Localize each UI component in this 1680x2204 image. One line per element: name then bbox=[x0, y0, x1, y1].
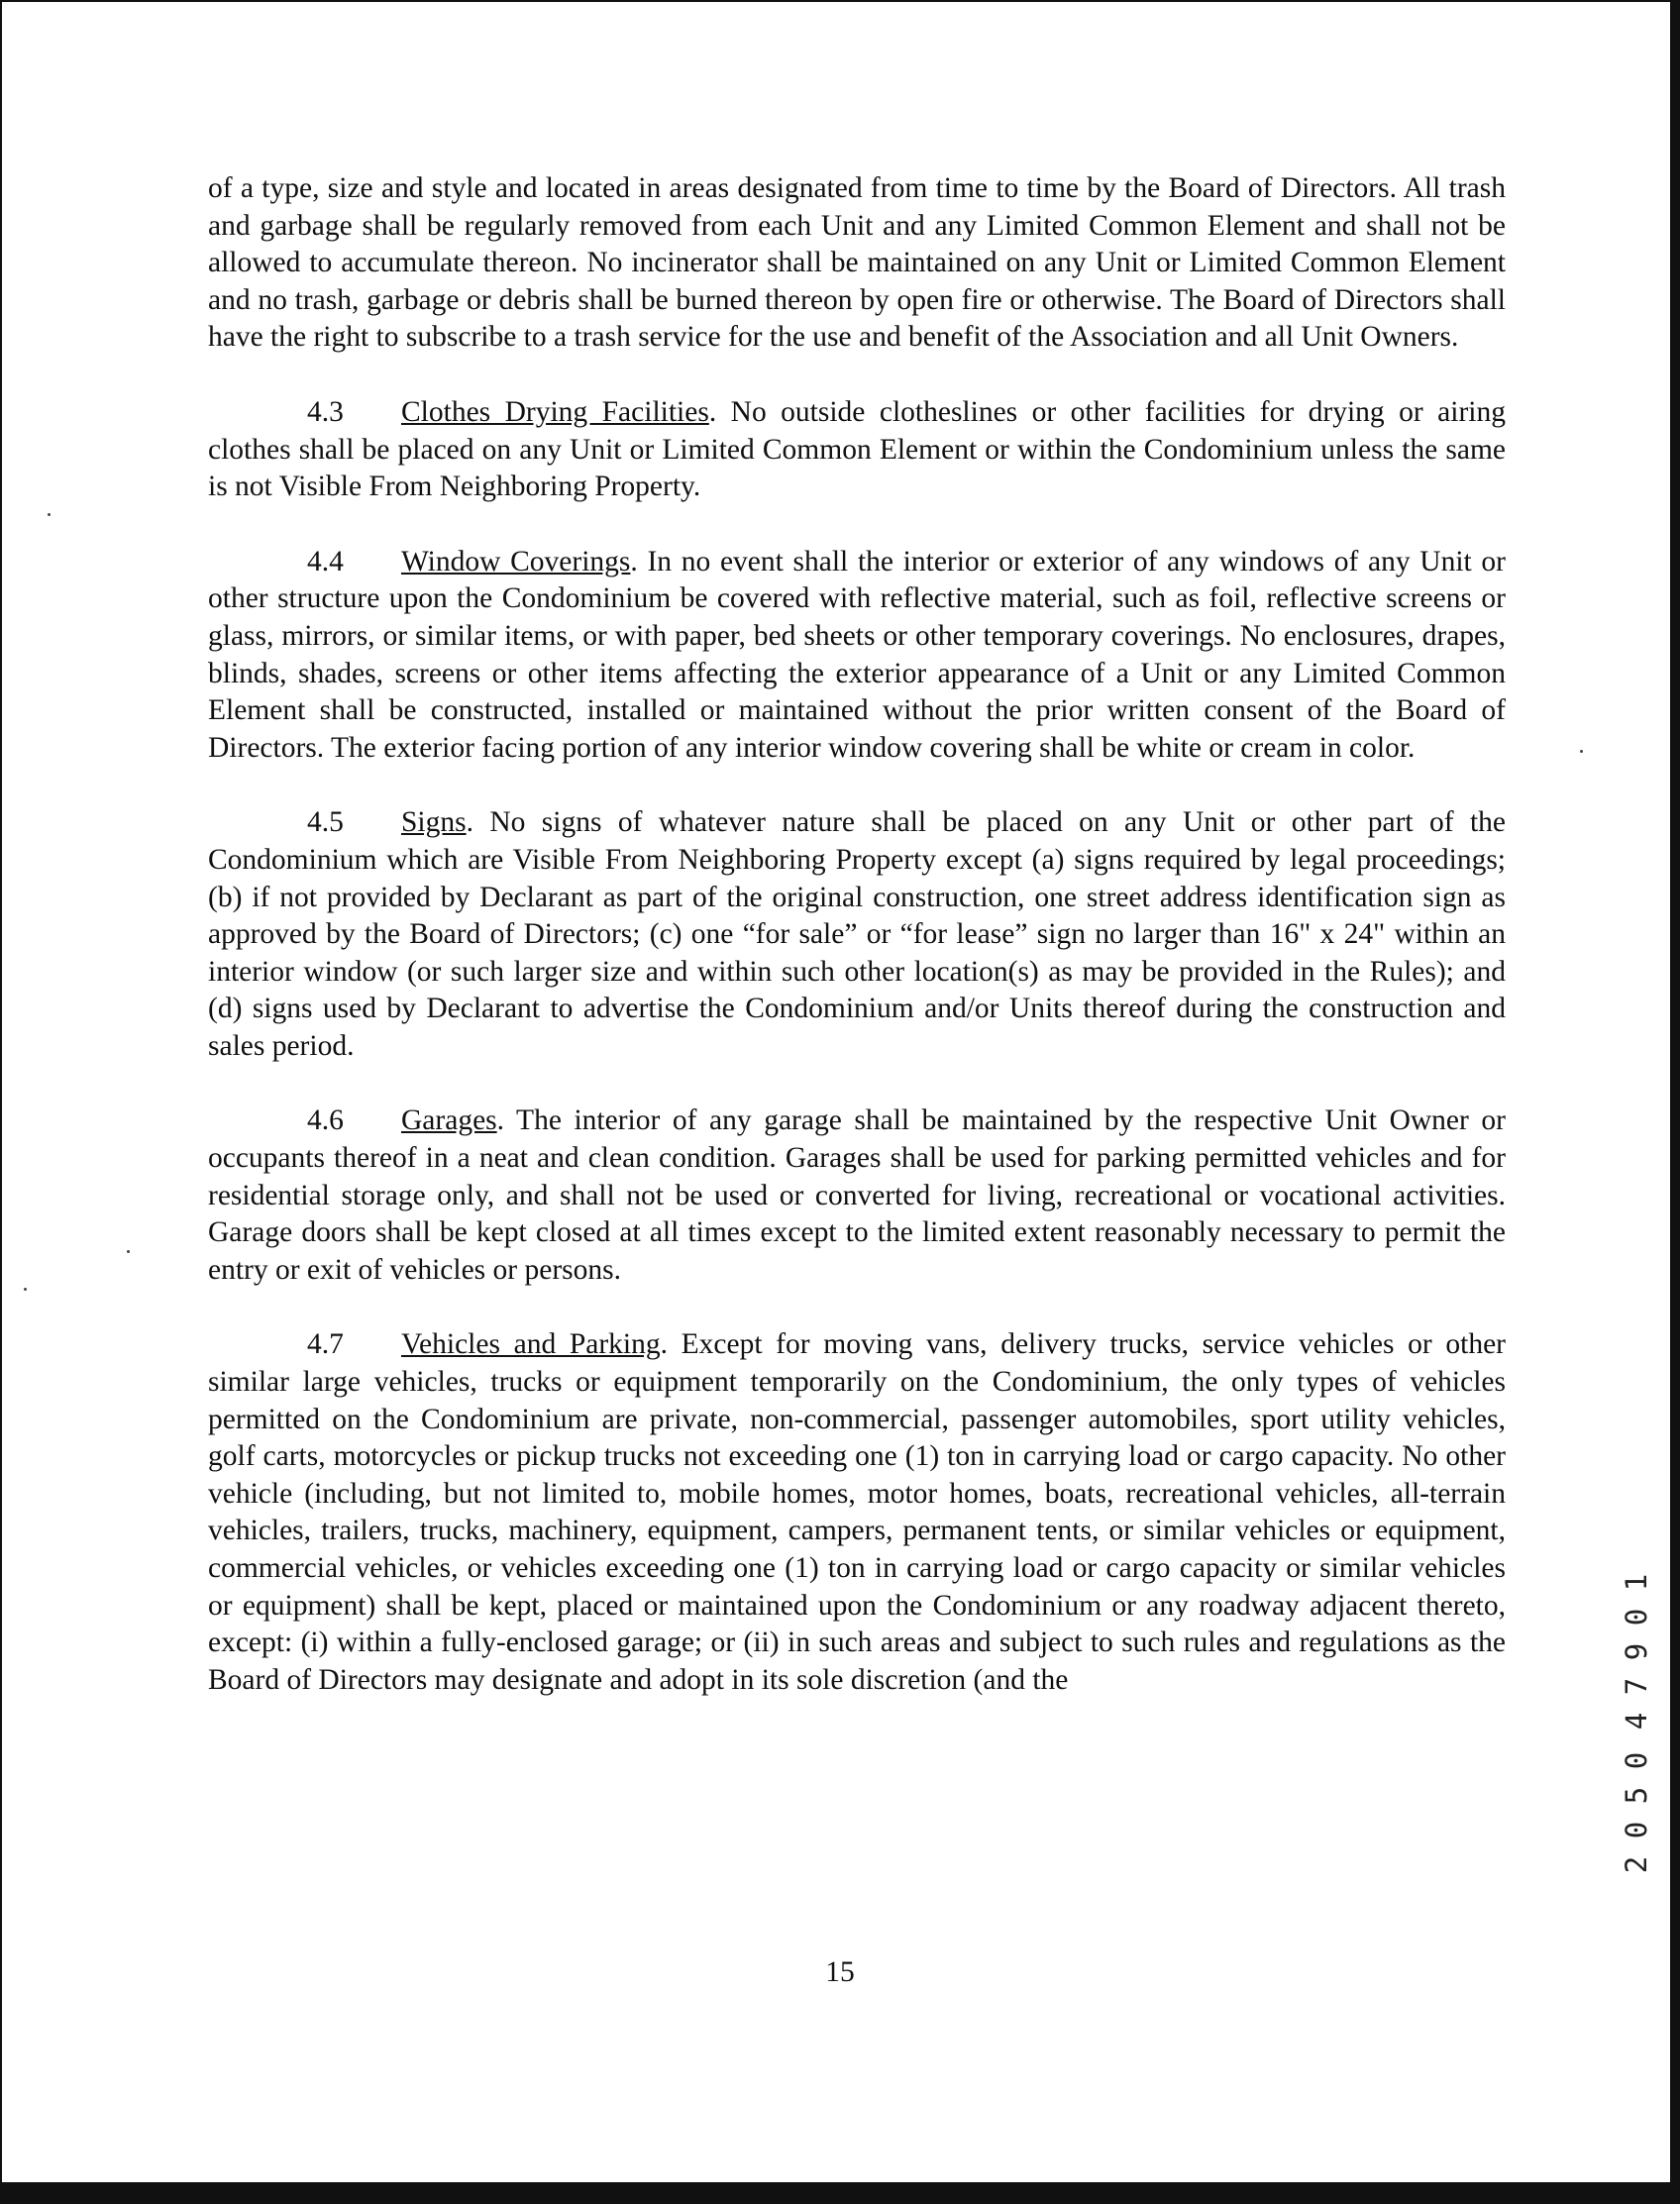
section-number: 4.4 bbox=[307, 545, 344, 577]
section-number: 4.6 bbox=[307, 1104, 344, 1137]
recording-stamp bbox=[1620, 1565, 1655, 1882]
section-4-7 bbox=[208, 1326, 1506, 1699]
section-title: Garages bbox=[401, 1104, 497, 1137]
scan-speck bbox=[1580, 750, 1583, 753]
section-4-3 bbox=[208, 394, 1506, 506]
section-number: 4.7 bbox=[307, 1328, 344, 1361]
section-text: . Except for moving vans, delivery trucks, service vehicles or other similar large vehicles, trucks or equipment temporarily on the Condominium, the only types of vehicles permitted on the Condominium are private, non-commercial, passenger automobiles, sport utility vehicles, golf carts, motorcycles or pickup trucks not exceeding one (1) ton in carrying load or cargo capacity. No other vehicle (including, but not limited to, mobile homes, motor homes, boats, recreational vehicles, all-terrain vehicles, trailers, trucks, machinery, equipment, campers, permanent tents, or similar vehicles or equipment, commercial vehicles, or vehicles exceeding one (1) ton in carrying load or cargo capacity or similar vehicles or equipment) shall be kept, placed or maintained upon the Condominium or any roadway adjacent thereto, except: (i) within a fully-enclosed garage; or (ii) in such areas and subject to such rules and regulations as the Board of Directors may designate and adopt in its sole discretion (and the bbox=[208, 1328, 1506, 1696]
section-number: 4.3 bbox=[307, 395, 344, 428]
stamp-char: 5 bbox=[1620, 1786, 1654, 1805]
stamp-char: 4 bbox=[1620, 1712, 1654, 1731]
document-body bbox=[208, 170, 1506, 1736]
section-number: 4.5 bbox=[307, 806, 344, 839]
section-4-5 bbox=[208, 804, 1506, 1065]
section-title: Signs bbox=[401, 806, 467, 839]
section-text: . The interior of any garage shall be maintained by the respective Unit Owner or occupants thereof in a neat and clean condition. Garages shall be used for parking permitted vehicles and for residential storage only, and shall not be used or converted for living, recreational or vocational activities. Garage doors shall be kept closed at all times except to the limited extent reasonably necessary to permit the entry or exit of vehicles or persons. bbox=[208, 1104, 1506, 1286]
section-text: . No signs of whatever nature shall be placed on any Unit or other part of the Condominium which are Visible From Neighboring Property except (a) signs required by legal proceedings; (b) if not provided by Declarant as part of the original construction, one street address identification sign as approved by the Board of Directors; (c) one “for sale” or “for lease” sign no larger than 16" x 24" within an interior window (or such larger size and within such other location(s) as may be provided in the Rules); and (d) signs used by Declarant to advertise the Condominium and/or Units thereof during the construction and sales period. bbox=[208, 806, 1506, 1062]
section-title: Clothes Drying Facilities bbox=[401, 395, 709, 428]
paragraph-continuation: of a type, size and style and located in areas designated from time to time by the Board of Directors. All trash and garbage shall be regularly removed from each Unit and any Limited Common Element and shall not be allowed to accumulate thereon. No incinerator shall be maintained on any Unit or Limited Common Element and no trash, garbage or debris shall be burned thereon by open fire or otherwise. The Board of Directors shall have the right to subscribe to a trash service for the use and benefit of the Association and all Unit Owners. bbox=[208, 172, 1506, 354]
page-number: 15 bbox=[825, 1956, 855, 1988]
stamp-char: 0 bbox=[1620, 1608, 1654, 1627]
scan-speck bbox=[24, 1288, 27, 1291]
section-title: Vehicles and Parking bbox=[401, 1328, 661, 1361]
stamp-char: 2 bbox=[1620, 1855, 1654, 1874]
section-4-4 bbox=[208, 544, 1506, 768]
stamp-char: 0 bbox=[1620, 1821, 1654, 1839]
stamp-char: 7 bbox=[1620, 1677, 1654, 1696]
section-text: . No outside clotheslines or other facilities for drying or airing clothes shall be placed on any Unit or Limited Common Element or within the Condominium unless the same is not Visible From Neighboring Property. bbox=[208, 395, 1506, 503]
scan-speck bbox=[48, 513, 51, 516]
stamp-char: 9 bbox=[1620, 1642, 1654, 1661]
scan-speck bbox=[127, 1250, 130, 1253]
stamp-char: 0 bbox=[1620, 1751, 1654, 1770]
section-text: . In no event shall the interior or exterior of any windows of any Unit or other structure upon the Condominium be covered with reflective material, such as foil, reflective screens or glass, mirrors, or similar items, or with paper, bed sheets or other temporary coverings. No enclosures, drapes, blinds, shades, screens or other items affecting the exterior appearance of a Unit or any Limited Common Element shall be constructed, installed or maintained without the prior written consent of the Board of Directors. The exterior facing portion of any interior window covering shall be white or cream in color. bbox=[208, 545, 1506, 764]
section-4-6 bbox=[208, 1102, 1506, 1289]
stamp-char: 1 bbox=[1620, 1573, 1654, 1592]
section-title: Window Coverings bbox=[401, 545, 631, 577]
